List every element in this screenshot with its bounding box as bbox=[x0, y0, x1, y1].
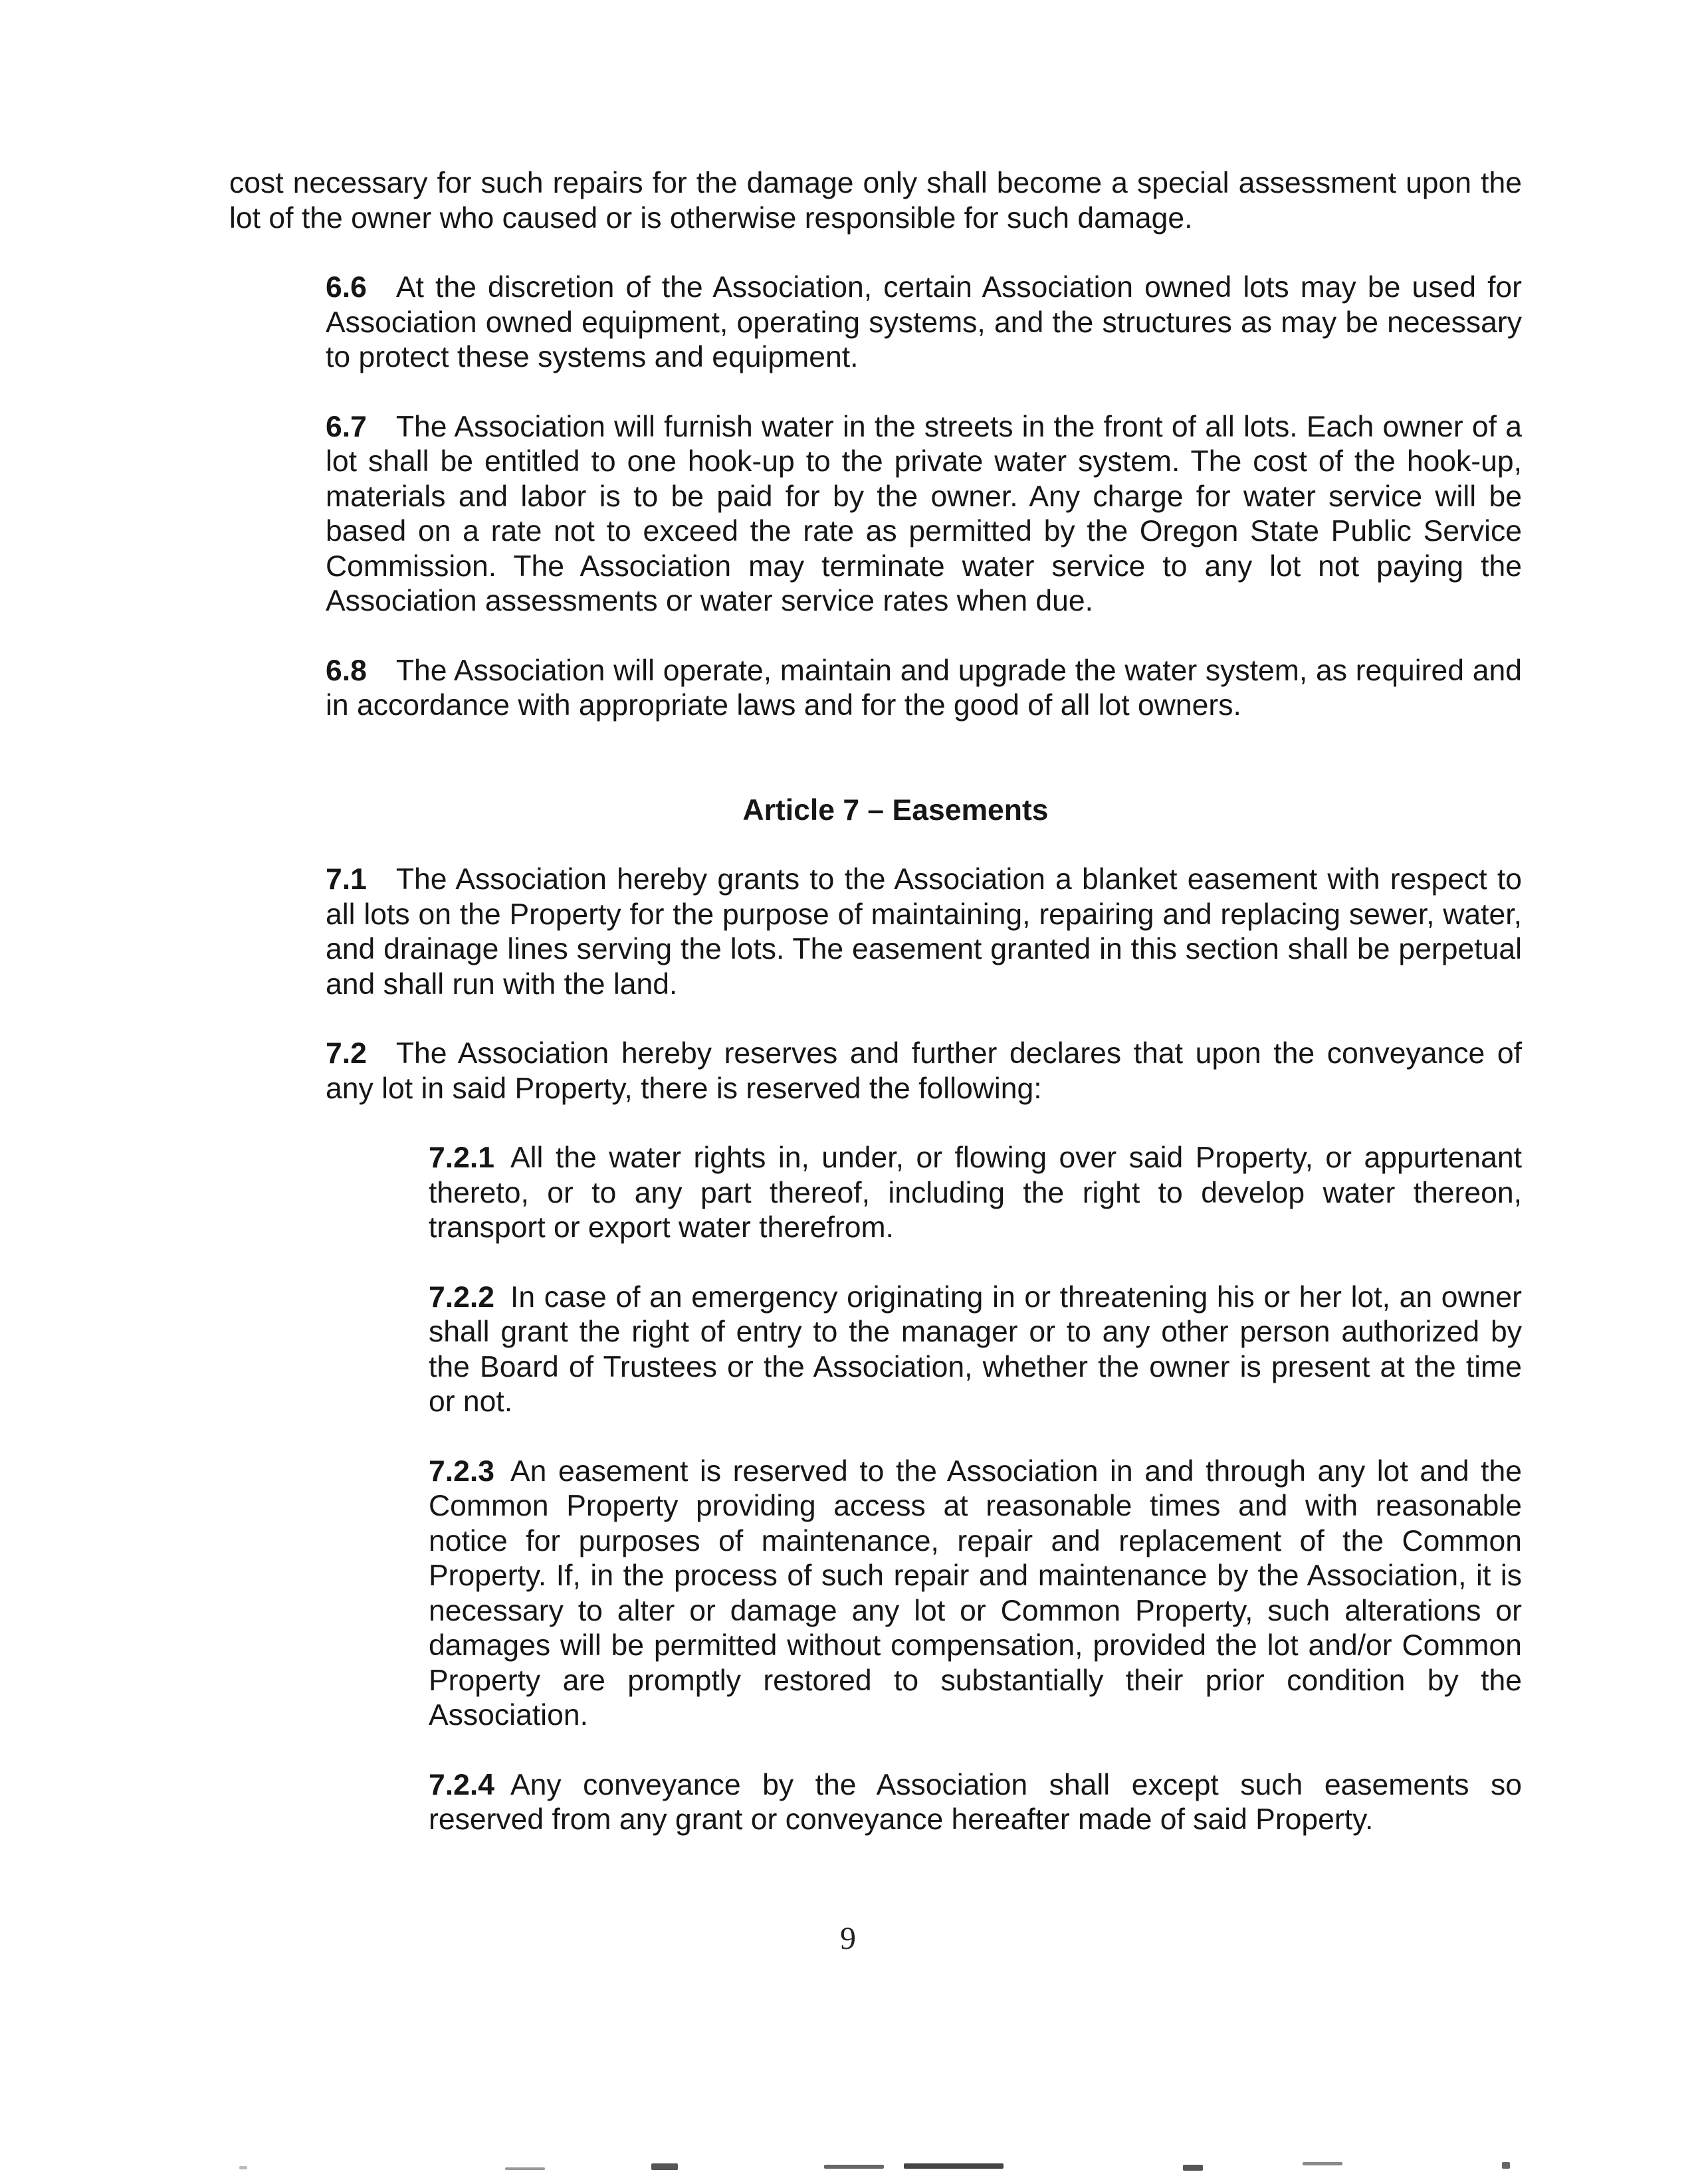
document-body bbox=[229, 166, 1522, 1838]
page-number: 9 bbox=[840, 1921, 856, 1956]
section-7-2-1 bbox=[229, 1141, 1522, 1246]
section-7-1 bbox=[229, 862, 1522, 1002]
scan-artifact-edge bbox=[0, 2153, 1696, 2184]
section-number: 7.1 bbox=[326, 863, 367, 896]
section-6-6 bbox=[229, 270, 1522, 375]
section-number: 7.2.4 bbox=[429, 1768, 494, 1801]
section-number: 7.2 bbox=[326, 1037, 367, 1070]
section-number: 6.7 bbox=[326, 410, 367, 443]
section-text: Any conveyance by the Association shall except such easements so reserved from any grant or conveyance hereafter made of said Property. bbox=[429, 1768, 1522, 1836]
section-number: 7.2.3 bbox=[429, 1454, 494, 1488]
section-6-8 bbox=[229, 654, 1522, 724]
section-text: In case of an emergency originating in or threatening his or her lot, an owner shall grant the right of entry to the manager or to any other person authorized by the Board of Trustees or the Association, whether the owner is present at the time or not. bbox=[429, 1280, 1522, 1418]
article-7-heading: Article 7 – Easements bbox=[742, 793, 1049, 827]
section-6-7 bbox=[229, 410, 1522, 619]
section-text: The Association hereby grants to the Association a blanket easement with respect to all lots on the Property for the purpose of maintaining, repairing and replacing sewer, water, and drainage lines serving the lots. The easement granted in this section shall be perpetual and shall run with the land. bbox=[326, 863, 1522, 1001]
section-number: 7.2.1 bbox=[429, 1142, 494, 1174]
section-number: 7.2.2 bbox=[429, 1280, 494, 1314]
section-text: All the water rights in, under, or flowing over said Property, or appurtenant thereto, or to any part thereof, including the right to develop water thereon, transport or export water therefrom. bbox=[429, 1142, 1522, 1244]
section-text: An easement is reserved to the Association in and through any lot and the Common Property providing access at reasonable times and with reasonable notice for purposes of maintenance, repair and replacement of the Common Property. If, in the process of such repair and maintenance by the Association, it is necessary to alter or damage any lot or Common Property, such alterations or damages will be permitted without compensation, provided the lot and/or Common Property are promptly restored to substantially their prior condition by the Association. bbox=[429, 1454, 1522, 1732]
section-number: 6.8 bbox=[326, 654, 367, 687]
section-7-2 bbox=[229, 1037, 1522, 1106]
section-text: The Association will furnish water in the streets in the front of all lots. Each owner of a lot shall be entitled to one hook-up to the private water system. The cost of the hook-up, materials and labor is to be paid for by the owner. Any charge for water service will be based on a rate not to exceed the rate as permitted by the Oregon State Public Service Commission. The Association may terminate water service to any lot not paying the Association assessments or water service rates when due. bbox=[326, 410, 1522, 617]
paragraph-continuation: cost necessary for such repairs for the damage only shall become a special assessment upon the lot of the owner who caused or is otherwise responsible for such damage. bbox=[229, 167, 1522, 235]
section-7-2-4 bbox=[229, 1768, 1522, 1838]
section-text: At the discretion of the Association, certain Association owned lots may be used for Association owned equipment, operating systems, and the structures as may be necessary to protect these systems and equipment. bbox=[326, 271, 1522, 373]
section-text: The Association will operate, maintain and upgrade the water system, as required and in accordance with appropriate laws and for the good of all lot owners. bbox=[326, 654, 1522, 722]
section-number: 6.6 bbox=[326, 271, 367, 304]
section-7-2-2 bbox=[229, 1280, 1522, 1420]
section-7-2-3 bbox=[229, 1454, 1522, 1734]
section-text: The Association hereby reserves and further declares that upon the conveyance of any lot in said Property, there is reserved the following: bbox=[326, 1037, 1522, 1105]
